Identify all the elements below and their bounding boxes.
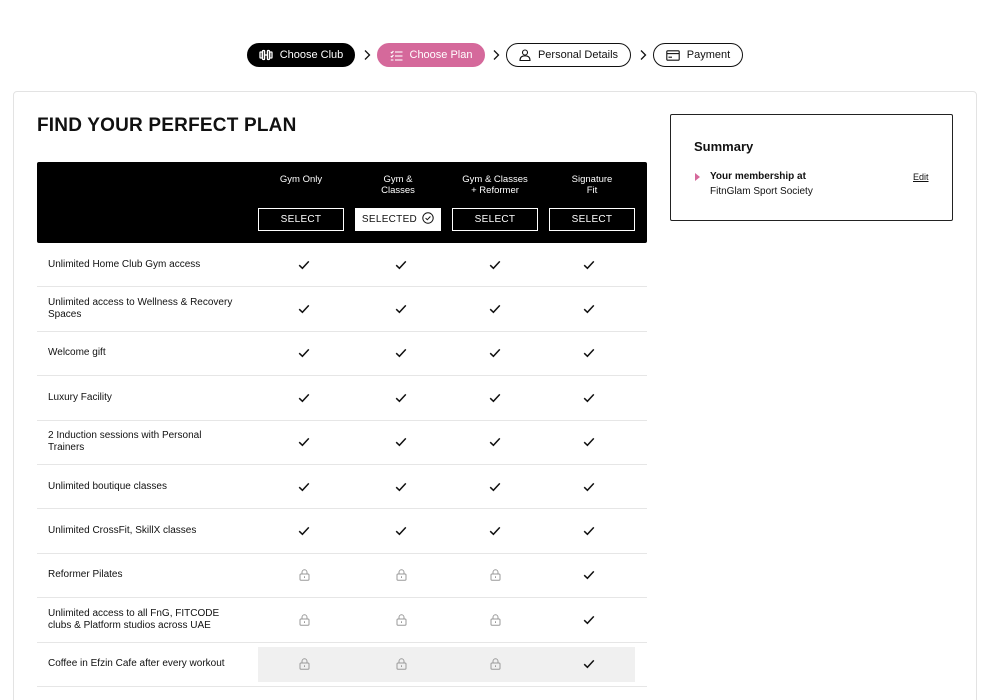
step-choose-club[interactable] bbox=[247, 43, 355, 67]
check-icon bbox=[391, 343, 411, 363]
check-icon bbox=[294, 255, 314, 275]
step-choose-plan[interactable] bbox=[377, 43, 485, 67]
lock-icon bbox=[391, 610, 411, 630]
feature-label: Unlimited CrossFit, SkillX classes bbox=[48, 525, 197, 537]
caret-right-icon bbox=[695, 173, 700, 181]
list-icon bbox=[390, 50, 403, 61]
checkout-stepper bbox=[0, 43, 1000, 67]
feature-label: Unlimited access to Wellness & Recovery Spaces bbox=[48, 297, 233, 321]
feature-row bbox=[37, 554, 647, 598]
select-gym-only-button[interactable]: SELECT bbox=[258, 208, 344, 231]
feature-row bbox=[37, 509, 647, 553]
check-icon bbox=[579, 521, 599, 541]
plan-header bbox=[37, 162, 647, 243]
check-icon bbox=[485, 432, 505, 452]
check-icon bbox=[294, 477, 314, 497]
feature-label: Coffee in Efzin Cafe after every workout bbox=[48, 658, 225, 670]
membership-label: Your membership at bbox=[710, 171, 806, 182]
lock-icon bbox=[391, 654, 411, 674]
check-icon bbox=[579, 565, 599, 585]
check-icon bbox=[485, 299, 505, 319]
club-name: FitnGlam Sport Society bbox=[710, 186, 813, 197]
lock-icon bbox=[485, 654, 505, 674]
lock-icon bbox=[485, 610, 505, 630]
step-payment[interactable] bbox=[653, 43, 743, 67]
check-icon bbox=[579, 255, 599, 275]
step-label: Payment bbox=[686, 49, 731, 61]
feature-label: Reformer Pilates bbox=[48, 569, 123, 581]
plan-name-signature-fit: Signature Fit bbox=[571, 174, 613, 196]
lock-icon bbox=[294, 610, 314, 630]
check-icon bbox=[294, 299, 314, 319]
feature-label: Unlimited Home Club Gym access bbox=[48, 258, 201, 270]
check-icon bbox=[391, 432, 411, 452]
feature-row bbox=[37, 421, 647, 465]
lock-icon bbox=[294, 565, 314, 585]
plan-name-gym-only: Gym Only bbox=[279, 174, 323, 185]
feature-row bbox=[37, 643, 647, 687]
check-circle-icon bbox=[422, 212, 434, 227]
feature-label: Luxury Facility bbox=[48, 391, 112, 403]
check-icon bbox=[391, 477, 411, 497]
lock-icon bbox=[485, 565, 505, 585]
feature-row bbox=[37, 465, 647, 509]
check-icon bbox=[294, 388, 314, 408]
check-icon bbox=[579, 299, 599, 319]
feature-label: 2 Induction sessions with Personal Trainers bbox=[48, 430, 202, 454]
card-icon bbox=[666, 50, 680, 61]
check-icon bbox=[579, 477, 599, 497]
feature-row bbox=[37, 598, 647, 642]
chevron-right-icon bbox=[638, 49, 648, 61]
check-icon bbox=[579, 343, 599, 363]
check-icon bbox=[391, 388, 411, 408]
check-icon bbox=[579, 654, 599, 674]
check-icon bbox=[391, 255, 411, 275]
check-icon bbox=[579, 432, 599, 452]
plan-name-gym-classes: Gym & Classes bbox=[381, 174, 415, 196]
lock-icon bbox=[391, 565, 411, 585]
feature-list bbox=[37, 243, 647, 687]
step-personal-details[interactable] bbox=[506, 43, 631, 67]
feature-row bbox=[37, 332, 647, 376]
chevron-right-icon bbox=[491, 49, 501, 61]
user-icon bbox=[519, 49, 531, 61]
feature-label: Unlimited boutique classes bbox=[48, 480, 167, 492]
select-gym-classes-reformer-button[interactable]: SELECT bbox=[452, 208, 538, 231]
check-icon bbox=[485, 255, 505, 275]
summary-title: Summary bbox=[694, 139, 754, 154]
plan-name-gym-classes-reformer: Gym & Classes + Reformer bbox=[462, 174, 528, 196]
feature-row bbox=[37, 376, 647, 420]
feature-row bbox=[37, 287, 647, 331]
check-icon bbox=[579, 610, 599, 630]
dumbbell-icon bbox=[259, 49, 273, 61]
step-label: Personal Details bbox=[537, 49, 619, 61]
check-icon bbox=[294, 521, 314, 541]
check-icon bbox=[485, 477, 505, 497]
feature-label: Welcome gift bbox=[48, 347, 106, 359]
check-icon bbox=[294, 343, 314, 363]
check-icon bbox=[391, 299, 411, 319]
check-icon bbox=[579, 388, 599, 408]
check-icon bbox=[294, 432, 314, 452]
check-icon bbox=[391, 521, 411, 541]
select-signature-fit-button[interactable]: SELECT bbox=[549, 208, 635, 231]
edit-link[interactable]: Edit bbox=[913, 172, 929, 182]
step-label: Choose Club bbox=[279, 49, 344, 61]
feature-label: Unlimited access to all FnG, FITCODE clubs & Platform studios across UAE bbox=[48, 607, 220, 631]
page-title: FIND YOUR PERFECT PLAN bbox=[37, 115, 297, 136]
select-gym-classes-button[interactable]: SELECTED bbox=[355, 208, 441, 231]
feature-row bbox=[37, 243, 647, 287]
check-icon bbox=[485, 521, 505, 541]
lock-icon bbox=[294, 654, 314, 674]
step-label: Choose Plan bbox=[409, 49, 473, 61]
check-icon bbox=[485, 343, 505, 363]
chevron-right-icon bbox=[362, 49, 372, 61]
summary-panel bbox=[670, 114, 953, 221]
check-icon bbox=[485, 388, 505, 408]
